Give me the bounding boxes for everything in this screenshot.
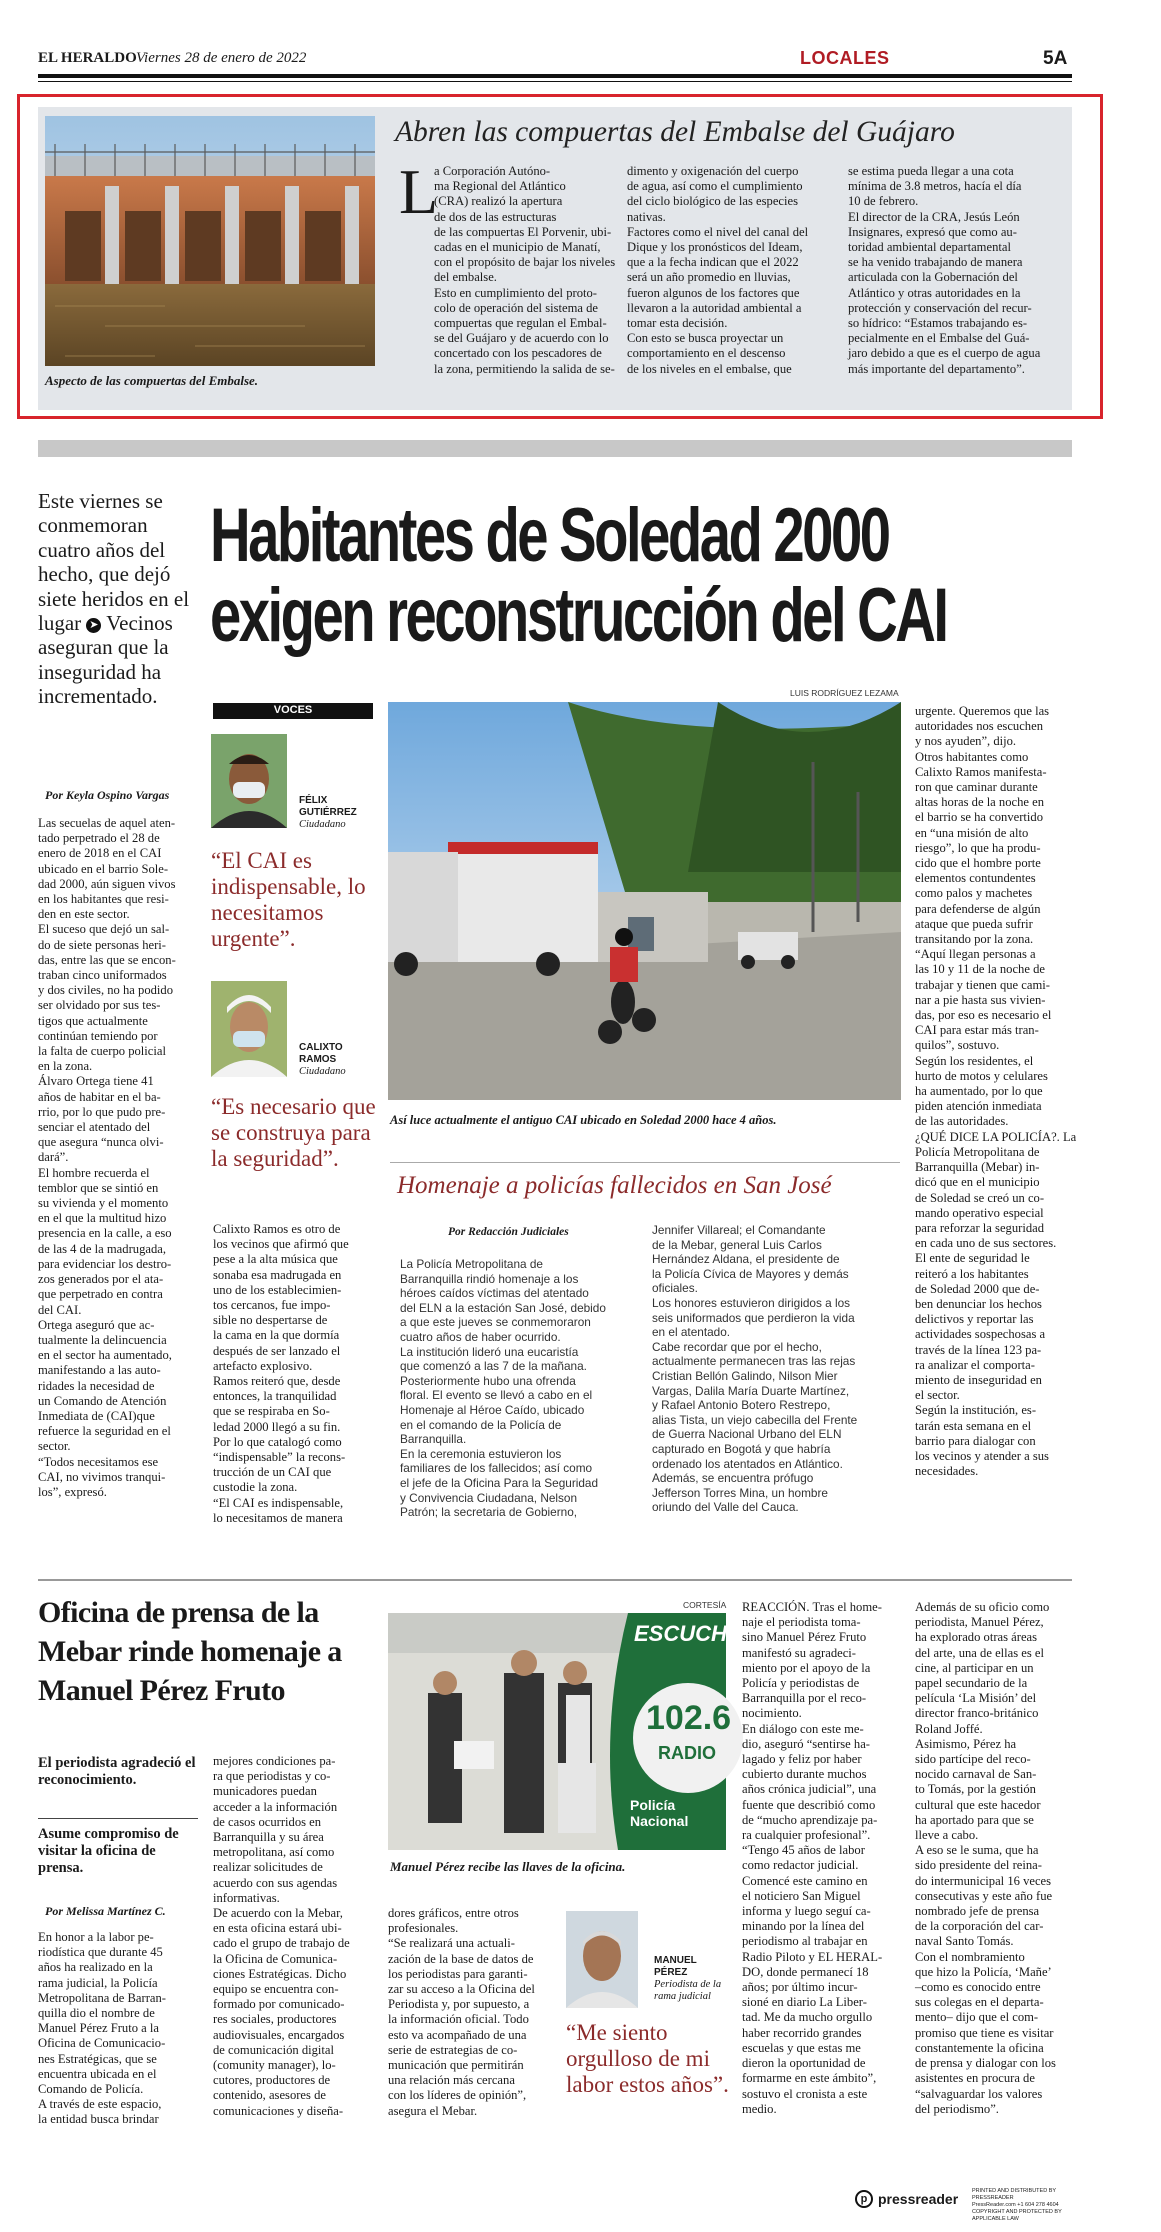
person2-role: Ciudadano	[299, 1066, 346, 1077]
story-sanjose-column-1: La Policía Metropolitana de Barranquilla rindió homenaje a los héroes caídos víctimas del atentado del ELN a la estación San José, debido a que este jueves se conmemoraron cuatro años de haber ocurrido. La institución lideró una eucaristía que comenzó a las 7 de la mañana. Posteriormente hubo una ofrenda floral. El evento se llevó a cabo en el Homenaje al Héroe Caído, ubicado en el comando de la Policía de Barranquilla. En la ceremonia estuvieron los familiares de los fallecidos; así como el jefe de la Oficina Para la Seguridad y Convivencia Ciudadana, Nelson Patrón; la secretaria de Gobierno,	[400, 1257, 606, 1520]
masthead-date: Viernes 28 de enero de 2022	[136, 50, 307, 66]
deck-rule	[38, 1818, 198, 1819]
quote-felix: “El CAI es indispensable, lo necesitamos urgente”.	[211, 848, 366, 951]
calixto-ramos-avatar	[211, 981, 287, 1077]
voces-label: VOCES	[213, 703, 373, 718]
header-rule	[38, 74, 1072, 78]
story-guajaro-dropcap: L	[399, 156, 439, 227]
story-sanjose-column-2: Jennifer Villareal; el Comandante de la Mebar, general Luis Carlos Hernández Aldana, el presidente de la Policía Cívica de Mayores y demás oficiales. Los honores estuvieron dirigidos a los seis uniformados que perdieron la vida en el atentado. Cabe recordar que por el hecho, actualmente permanecen tras las rejas Cristian Bellón Galindo, Nilson Mier Vargas, Dalila María Duarte Martínez, y Rafael Antonio Botero Restrepo, alias Tista, un viejo cabecilla del Frente de Guerra Nacional Urbano del ELN capturado en Bogotá y que habría ordenado los atentados en Atlántico. Además, se encuentra prófugo Jefferson Torres Mina, un hombre oriundo del Valle del Cauca.	[652, 1223, 858, 1515]
story-prensa-byline: Por Melissa Martínez C.	[45, 1904, 166, 1918]
story-cai-column-2: Calixto Ramos es otro de los vecinos que afirmó que pese a la alta música que sonaba esa madrugada en uno de los establecimien- tos cercanos, fue impo- sible no despertarse de la cama en la que dormía después de ser lanzado el artefacto explosivo. Ramos reiteró que, desde entonces, la tranquilidad que se respiraba en So- ledad 2000 llegó a su fin. Por lo que catalogó como “indispensable” la recons- trucción de un CAI que custodie la zona. “El CAI es indispensable, lo necesitamos de manera	[213, 1222, 349, 1525]
radio-sign-top: ESCUCHA	[634, 1621, 743, 1646]
story-cai-deck-end: Vecinos aseguran que la inseguridad ha incrementado.	[38, 611, 173, 709]
header-rule-thin	[38, 81, 1072, 82]
story-cai-deck	[38, 489, 198, 709]
radio-sign-bottom: Policía Nacional	[630, 1797, 689, 1829]
story-prensa-column-1: En honor a la labor pe- riodística que durante 45 años ha realizado en la rama judicial, la Policía Metropolitana de Barran- quilla dio el nombre de Manuel Pérez Fruto a la Oficina de Comunicacio- nes Estratégicas, que se encuentra ubicada en el Comando de Policía. A través de este espacio, la entidad busca brindar	[38, 1930, 166, 2127]
story-cai-deck-text: Este viernes se conmemoran cuatro años del hecho, que dejó siete heridos en el lugar	[38, 489, 190, 636]
arrow-right-icon: ➤	[86, 618, 101, 633]
pressreader-legal	[972, 2188, 1080, 2223]
person2-name-line1: CALIXTO	[299, 1042, 343, 1053]
story-cai-headline	[210, 493, 947, 658]
story-cai-column-1: Las secuelas de aquel aten- tado perpetrado el 28 de enero de 2018 en el CAI ubicado en el barrio Sole- dad 2000, aún siguen vivos en los habitantes que resi- den en este sector. El suceso que dejó un sal- do de siete personas heri- das, entre las que se encon- traban cinco uniformados y dos civiles, no ha podido ser olvidado por sus tes- tigos que actualmente continúan temiendo por la falta de cuerpo policial en la zona. Álvaro Ortega tiene 41 años de habitar en el ba- rrio, por lo que pudo pre- senciar el atentado del que asegura “nunca olvi- dará”. El hombre recuerda el temblor que se sintió en su vivienda y el momento en el que la multitud hizo presencia en la calle, a eso de las 4 de la madrugada, para evidenciar los destro- zos generados por el ata- que perpetrado en contra del CAI. Ortega aseguró que ac- tualmente la delincuencia en el sector ha aumentado, manifestando a las auto- ridades la necesidad de un Comando de Atención Inmediata de (CAI)que refuerce la seguridad en el sector. “Todos necesitamos ese CAI, no vivimos tranqui- los”, expresó.	[38, 816, 176, 1499]
pressreader-brand: pressreader	[878, 2191, 959, 2207]
person3-role: Periodista de la rama judicial	[654, 1979, 722, 2002]
story-prensa-headline: Oficina de prensa de la Mebar rinde homenaje a Manuel Pérez Fruto	[38, 1596, 342, 1707]
quote-calixto: “Es necesario que se construya para la seguridad”.	[211, 1094, 376, 1171]
cai-photo-credit: LUIS RODRÍGUEZ LEZAMA	[790, 688, 899, 698]
manuel-perez-avatar	[566, 1911, 638, 2008]
story-prensa-column-5: Además de su oficio como periodista, Manuel Pérez, ha explorado otras áreas del arte, una de ellas es el cine, al participar en un papel secundario de la película ‘La Misión’ del director franco-británico Roland Joffé. Asimismo, Pérez ha sido partícipe del reco- nocido carnaval de San- to Tomás, por la gestión cultural que este hacedor ha aportado para que se lleve a cabo. A eso se le suma, que ha sido presidente del reina- do intermunicipal 16 veces consecutivas y este año fue nombrado jefe de prensa de la corporación del car- naval Santo Tomás. Con el nombramiento que hizo la Policía, ‘Mañe’ –como es conocido entre sus colegas en el departa- mento– dijo que el com- promiso que tiene es visitar constantemente la oficina de prensa y dialogar con los asistentes en procura de “salvaguardar los valores del periodismo”.	[915, 1600, 1056, 2116]
story-prensa-column-4: REACCIÓN. Tras el home- naje el periodista toma- sino Manuel Pérez Fruto manifestó su agradeci- miento por el apoyo de la Policía y periodistas de Barranquilla por el reco- nocimiento. En diálogo con este me- dio, aseguró “sentirse ha- lagado y feliz por haber cubierto durante muchos años crónica judicial”, una fuente que describió como de “mucho aprendizaje pa- ra cualquier profesional”. “Tengo 45 años de labor como redactor judicial. Comencé este camino en el noticiero San Miguel informa y luego seguí ca- minando por la línea del periodismo al trabajar en Radio Piloto y EL HERAL- DO, donde permanecí 18 años; por último incur- sioné en diario La Liber- tad. Me da mucho orgullo haber recorrido grandes escuelas y que estas me dieron la oportunidad de formarme en este ámbito”, sostuvo el cronista a este medio.	[742, 1600, 883, 2116]
story-prensa-deck-2: Asume compromiso de visitar la oficina de prensa.	[38, 1826, 179, 1876]
story-prensa-deck-1: El periodista agradeció el reconocimiento.	[38, 1755, 196, 1788]
person3-name	[654, 1955, 697, 1979]
pressreader-logo-icon: p	[855, 2190, 873, 2208]
pressreader-line2: PressReader.com +1 604 278 4604	[972, 2202, 1059, 2208]
person2-name	[299, 1042, 343, 1066]
person1-role: Ciudadano	[299, 819, 346, 830]
story-cai-byline: Por Keyla Ospino Vargas	[45, 788, 170, 802]
embalse-photo	[45, 116, 375, 366]
headline-line-1: Habitantes de Soledad 2000	[210, 493, 889, 578]
cai-photo	[388, 702, 901, 1100]
guajaro-col1-text: a Corporación Autóno- ma Regional del Atlántico (CRA) realizó la apertura de dos de las estructuras de las compuertas El Porvenir, ubi- cadas en el municipio de Manatí, con el propósito de bajar los niveles del embalse. Esto en cumplimiento del proto- colo de operación del sistema de compuertas que regulan el Embal- se del Guájaro y de acuerdo con lo concertado con los pescadores de la zona, permitiendo la salida de se-	[434, 164, 616, 376]
story-guajaro-title: Abren las compuertas del Embalse del Guájaro	[395, 116, 955, 148]
person1-name-line1: FÉLIX	[299, 795, 328, 806]
voces-rule	[213, 718, 373, 719]
pressreader-line3: COPYRIGHT AND PROTECTED BY APPLICABLE LAW	[972, 2209, 1062, 2222]
person3-name-line1: MANUEL	[654, 1955, 697, 1966]
person2-name-line2: RAMOS	[299, 1054, 337, 1065]
story-guajaro-column-1	[398, 164, 616, 377]
story-cai-column-3: urgente. Queremos que las autoridades nos escuchen y nos ayuden”, dijo. Otros habitantes como Calixto Ramos manifesta- ron que caminar durante altas horas de la noche en el barrio se ha convertido en “una misión de alto riesgo”, lo que ha produ- cido que el hombre porte elementos contundentes como palos y machetes para defenderse de algún ataque que pueda sufrir transitando por la zona. “Aquí llegan personas a las 10 y 11 de la noche de trabajar y tienen que cami- nar a pie hasta sus vivien- das, por eso es necesario el CAI para estar más tran- quilos”, sostuvo. Según los residentes, el hurto de motos y celulares ha aumentado, por lo que piden atención inmediata de las autoridades. ¿QUÉ DICE LA POLICÍA?. La Policía Metropolitana de Barranquilla (Mebar) in- dicó que en el municipio de Soledad se creó un co- mando operativo especial para reforzar la seguridad en cada uno de sus sectores. El ente de seguridad le reiteró a los habitantes de Soledad 2000 que de- ben denunciar los hechos delictivos y reportar las actividades sospechosas a través de la línea 123 pa- ra analizar el comporta- miento de inseguridad en el sector. Según la institución, es- tarán esta semana en el barrio para dialogar con los vecinos y atender a sus necesidades.	[915, 704, 1077, 1479]
pressreader-footer	[855, 2187, 1080, 2222]
cai-street-image	[388, 702, 901, 1100]
prensa-photo-credit: CORTESÍA	[683, 1600, 727, 1610]
embalse-compuertas-image	[45, 116, 375, 366]
person1-name-line2: GUTIÉRREZ	[299, 807, 357, 818]
story-sanjose-title: Homenaje a policías fallecidos en San José	[397, 1172, 832, 1199]
prensa-photo	[388, 1613, 743, 1850]
masthead-paper: EL HERALDO	[38, 50, 137, 66]
prensa-photo-caption: Manuel Pérez recibe las llaves de la oficina.	[390, 1859, 626, 1874]
felix-gutierrez-avatar	[211, 734, 287, 828]
gray-separator-bar	[38, 440, 1072, 457]
cai-photo-caption: Así luce actualmente el antiguo CAI ubicado en Soledad 2000 hace 4 años.	[390, 1113, 777, 1127]
story-guajaro-column-2: dimento y oxigenación del cuerpo de agua, así como el cumplimiento del ciclo biológico de las especies nativas. Factores como el nivel del canal del Dique y los pronósticos del Ideam, que a la fecha indican que el 2022 será un año promedio en lluvias, fueron algunos de los factores que llevaron a la autoridad ambiental a tomar esta decisión. Con esto se busca proyectar un comportamiento en el descenso de los niveles en el embalse, que	[627, 164, 809, 376]
section-name: LOCALES	[800, 48, 890, 68]
radio-sign-frequency: 102.6	[646, 1699, 732, 1737]
person3-name-line2: PÉREZ	[654, 1967, 688, 1978]
embalse-photo-caption: Aspecto de las compuertas del Embalse.	[45, 373, 259, 388]
story-sanjose-top-rule	[390, 1162, 900, 1163]
radio-sign-name: RADIO	[658, 1743, 716, 1763]
section-separator	[38, 1579, 1072, 1581]
story-prensa-column-3: dores gráficos, entre otros profesionales. “Se realizará una actuali- zación de la base de datos de los periodistas para garanti- zar su acceso a la Oficina del Periodista y, por supuesto, a la información oficial. Todo esto va acompañado de una serie de estrategias de co- municación que permitirán una relación más cercana con los líderes de opinión”, asegura el Mebar.	[388, 1906, 535, 2118]
person1-name	[299, 795, 357, 819]
page-number: 5A	[1043, 48, 1068, 69]
quote-manuel: “Me siento orgulloso de mi labor estos años”.	[566, 2020, 729, 2097]
story-guajaro-column-3: se estima pueda llegar a una cota mínima de 3.8 metros, hacía el día 10 de febrero. El director de la CRA, Jesús León Insignares, expresó que como au- toridad ambiental departamental se ha venido trabajando de manera articulada con la Gobernación del Atlántico y otras autoridades en la protección y conservación del recur- so hídrico: “Estamos trabajando es- pecialmente en el Embalse del Guá- jaro debido a que es el cuerpo de agua más importante del departamento”.	[848, 164, 1041, 376]
story-sanjose-byline: Por Redacción Judiciales	[448, 1226, 569, 1238]
pressreader-line1: PRINTED AND DISTRIBUTED BY PRESSREADER	[972, 2188, 1056, 2201]
headline-line-2: exigen reconstrucción del CAI	[210, 573, 947, 658]
story-prensa-column-2: mejores condiciones pa- ra que periodistas y co- municadores puedan acceder a la información de casos ocurridos en Barranquilla y su área metropolitana, así como realizar solicitudes de acuerdo con sus agendas informativas. De acuerdo con la Mebar, en esta oficina estará ubi- cado el grupo de trabajo de la Oficina de Comunica- ciones Estratégicas. Dicho equipo se encuentra con- formado por comunicado- res sociales, productores audiovisuales, encargados de comunicación digital (comunity manager), lo- cutores, productores de contenido, asesores de comunicaciones y diseña-	[213, 1754, 350, 2118]
